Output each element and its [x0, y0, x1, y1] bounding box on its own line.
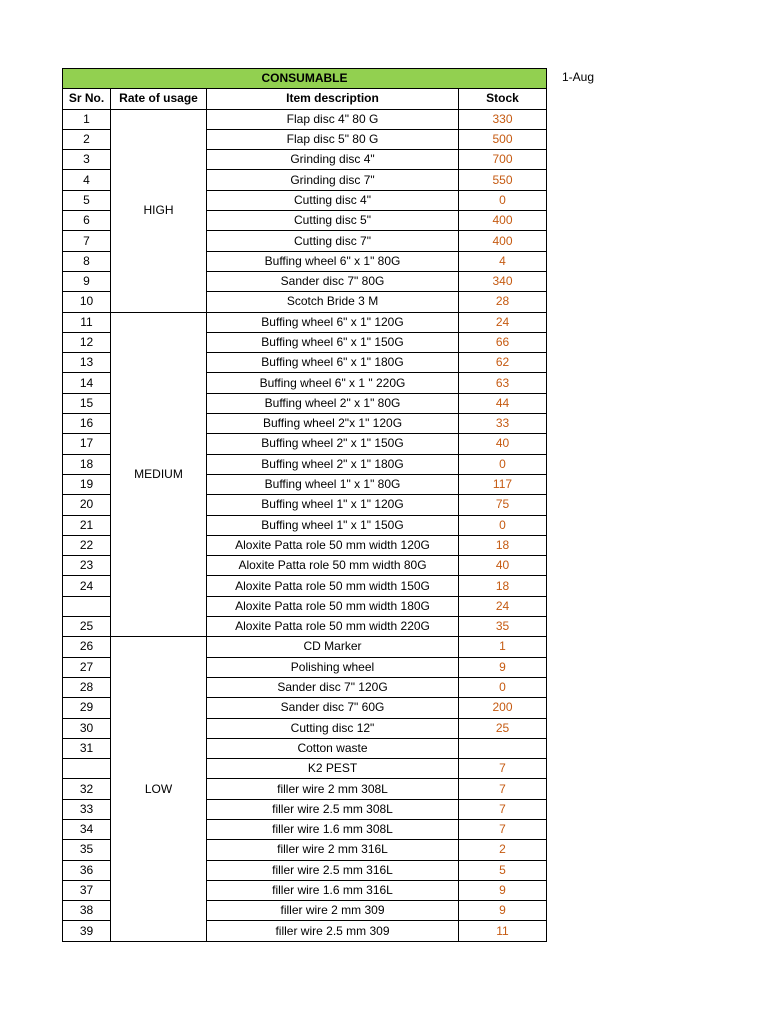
header-row [63, 89, 547, 109]
item-description-cell: filler wire 2 mm 309 [207, 901, 459, 921]
rate-of-usage-cell: LOW [111, 637, 207, 941]
rate-of-usage-cell: MEDIUM [111, 312, 207, 637]
sr-no-cell: 18 [63, 454, 111, 474]
header-rate-of-usage: Rate of usage [111, 89, 207, 109]
consumable-sheet [62, 68, 547, 942]
stock-cell: 500 [459, 129, 547, 149]
sr-no-cell: 5 [63, 190, 111, 210]
item-description-cell: Buffing wheel 1" x 1" 80G [207, 474, 459, 494]
item-description-cell: Buffing wheel 2" x 1" 80G [207, 393, 459, 413]
title-row [63, 69, 547, 89]
stock-cell: 28 [459, 292, 547, 312]
item-description-cell: Sander disc 7" 80G [207, 271, 459, 291]
stock-cell: 200 [459, 698, 547, 718]
sr-no-cell: 14 [63, 373, 111, 393]
stock-cell: 66 [459, 332, 547, 352]
stock-cell: 24 [459, 312, 547, 332]
item-description-cell: Buffing wheel 2" x 1" 150G [207, 434, 459, 454]
consumable-table [62, 68, 547, 942]
item-description-cell: filler wire 1.6 mm 316L [207, 880, 459, 900]
sr-no-cell: 13 [63, 353, 111, 373]
sr-no-cell: 28 [63, 677, 111, 697]
item-description-cell: Cutting disc 7" [207, 231, 459, 251]
stock-cell: 44 [459, 393, 547, 413]
sr-no-cell: 23 [63, 556, 111, 576]
item-description-cell: Buffing wheel 1" x 1" 150G [207, 515, 459, 535]
item-description-cell: Flap disc 4" 80 G [207, 109, 459, 129]
item-description-cell: Grinding disc 7" [207, 170, 459, 190]
stock-cell: 7 [459, 779, 547, 799]
stock-cell: 0 [459, 677, 547, 697]
item-description-cell: Cutting disc 4" [207, 190, 459, 210]
sr-no-cell: 1 [63, 109, 111, 129]
sr-no-cell: 25 [63, 617, 111, 637]
sr-no-cell: 33 [63, 799, 111, 819]
item-description-cell: Cutting disc 5" [207, 211, 459, 231]
item-description-cell: Aloxite Patta role 50 mm width 150G [207, 576, 459, 596]
rate-of-usage-cell: HIGH [111, 109, 207, 312]
sr-no-cell: 27 [63, 657, 111, 677]
item-description-cell: filler wire 2.5 mm 309 [207, 921, 459, 941]
item-description-cell: CD Marker [207, 637, 459, 657]
sr-no-cell: 39 [63, 921, 111, 941]
sr-no-cell: 6 [63, 211, 111, 231]
sr-no-cell: 7 [63, 231, 111, 251]
stock-cell: 62 [459, 353, 547, 373]
sr-no-cell: 20 [63, 495, 111, 515]
item-description-cell: Buffing wheel 6" x 1" 150G [207, 332, 459, 352]
item-description-cell: Aloxite Patta role 50 mm width 220G [207, 617, 459, 637]
sr-no-cell [63, 596, 111, 616]
sr-no-cell: 12 [63, 332, 111, 352]
stock-cell: 9 [459, 901, 547, 921]
item-description-cell: Scotch Bride 3 M [207, 292, 459, 312]
stock-cell: 0 [459, 190, 547, 210]
sr-no-cell: 26 [63, 637, 111, 657]
item-description-cell: Buffing wheel 6" x 1" 80G [207, 251, 459, 271]
stock-cell: 700 [459, 150, 547, 170]
stock-cell: 7 [459, 759, 547, 779]
item-description-cell: filler wire 2 mm 308L [207, 779, 459, 799]
stock-cell [459, 738, 547, 758]
sr-no-cell: 30 [63, 718, 111, 738]
stock-cell: 550 [459, 170, 547, 190]
stock-cell: 5 [459, 860, 547, 880]
stock-cell: 1 [459, 637, 547, 657]
sr-no-cell: 8 [63, 251, 111, 271]
header-item-description: Item description [207, 89, 459, 109]
stock-cell: 63 [459, 373, 547, 393]
item-description-cell: Sander disc 7" 60G [207, 698, 459, 718]
sr-no-cell: 19 [63, 474, 111, 494]
sr-no-cell: 4 [63, 170, 111, 190]
item-description-cell: Cutting disc 12" [207, 718, 459, 738]
sr-no-cell: 11 [63, 312, 111, 332]
stock-cell: 2 [459, 840, 547, 860]
sr-no-cell: 17 [63, 434, 111, 454]
header-stock: Stock [459, 89, 547, 109]
item-description-cell: Buffing wheel 6" x 1" 180G [207, 353, 459, 373]
item-description-cell: Aloxite Patta role 50 mm width 180G [207, 596, 459, 616]
sr-no-cell: 35 [63, 840, 111, 860]
item-description-cell: Polishing wheel [207, 657, 459, 677]
sr-no-cell: 21 [63, 515, 111, 535]
stock-cell: 330 [459, 109, 547, 129]
stock-cell: 7 [459, 819, 547, 839]
sr-no-cell: 9 [63, 271, 111, 291]
sr-no-cell: 3 [63, 150, 111, 170]
table-row [63, 637, 547, 657]
sr-no-cell [63, 759, 111, 779]
item-description-cell: Buffing wheel 1" x 1" 120G [207, 495, 459, 515]
sr-no-cell: 15 [63, 393, 111, 413]
stock-cell: 340 [459, 271, 547, 291]
sr-no-cell: 31 [63, 738, 111, 758]
stock-cell: 400 [459, 211, 547, 231]
stock-cell: 24 [459, 596, 547, 616]
table-row [63, 109, 547, 129]
stock-cell: 7 [459, 799, 547, 819]
stock-cell: 25 [459, 718, 547, 738]
date-label: 1-Aug [562, 70, 595, 84]
item-description-cell: filler wire 2 mm 316L [207, 840, 459, 860]
stock-cell: 117 [459, 474, 547, 494]
item-description-cell: Buffing wheel 6" x 1 " 220G [207, 373, 459, 393]
stock-cell: 75 [459, 495, 547, 515]
sr-no-cell: 10 [63, 292, 111, 312]
item-description-cell: Aloxite Patta role 50 mm width 80G [207, 556, 459, 576]
stock-cell: 0 [459, 454, 547, 474]
stock-cell: 18 [459, 535, 547, 555]
item-description-cell: Buffing wheel 2"x 1" 120G [207, 414, 459, 434]
sr-no-cell: 16 [63, 414, 111, 434]
sr-no-cell: 36 [63, 860, 111, 880]
stock-cell: 18 [459, 576, 547, 596]
item-description-cell: Sander disc 7" 120G [207, 677, 459, 697]
item-description-cell: filler wire 2.5 mm 316L [207, 860, 459, 880]
sr-no-cell: 24 [63, 576, 111, 596]
item-description-cell: filler wire 2.5 mm 308L [207, 799, 459, 819]
stock-cell: 400 [459, 231, 547, 251]
item-description-cell: K2 PEST [207, 759, 459, 779]
stock-cell: 40 [459, 434, 547, 454]
item-description-cell: filler wire 1.6 mm 308L [207, 819, 459, 839]
item-description-cell: Aloxite Patta role 50 mm width 120G [207, 535, 459, 555]
stock-cell: 11 [459, 921, 547, 941]
sr-no-cell: 2 [63, 129, 111, 149]
stock-cell: 0 [459, 515, 547, 535]
stock-cell: 33 [459, 414, 547, 434]
item-description-cell: Cotton waste [207, 738, 459, 758]
sheet-title: CONSUMABLE [63, 69, 547, 89]
item-description-cell: Grinding disc 4" [207, 150, 459, 170]
stock-cell: 9 [459, 880, 547, 900]
item-description-cell: Buffing wheel 2" x 1" 180G [207, 454, 459, 474]
sr-no-cell: 32 [63, 779, 111, 799]
sr-no-cell: 29 [63, 698, 111, 718]
item-description-cell: Flap disc 5" 80 G [207, 129, 459, 149]
stock-cell: 9 [459, 657, 547, 677]
sr-no-cell: 22 [63, 535, 111, 555]
stock-cell: 40 [459, 556, 547, 576]
sr-no-cell: 37 [63, 880, 111, 900]
table-row [63, 312, 547, 332]
item-description-cell: Buffing wheel 6" x 1" 120G [207, 312, 459, 332]
header-sr-no: Sr No. [63, 89, 111, 109]
stock-cell: 35 [459, 617, 547, 637]
stock-cell: 4 [459, 251, 547, 271]
sr-no-cell: 38 [63, 901, 111, 921]
sr-no-cell: 34 [63, 819, 111, 839]
